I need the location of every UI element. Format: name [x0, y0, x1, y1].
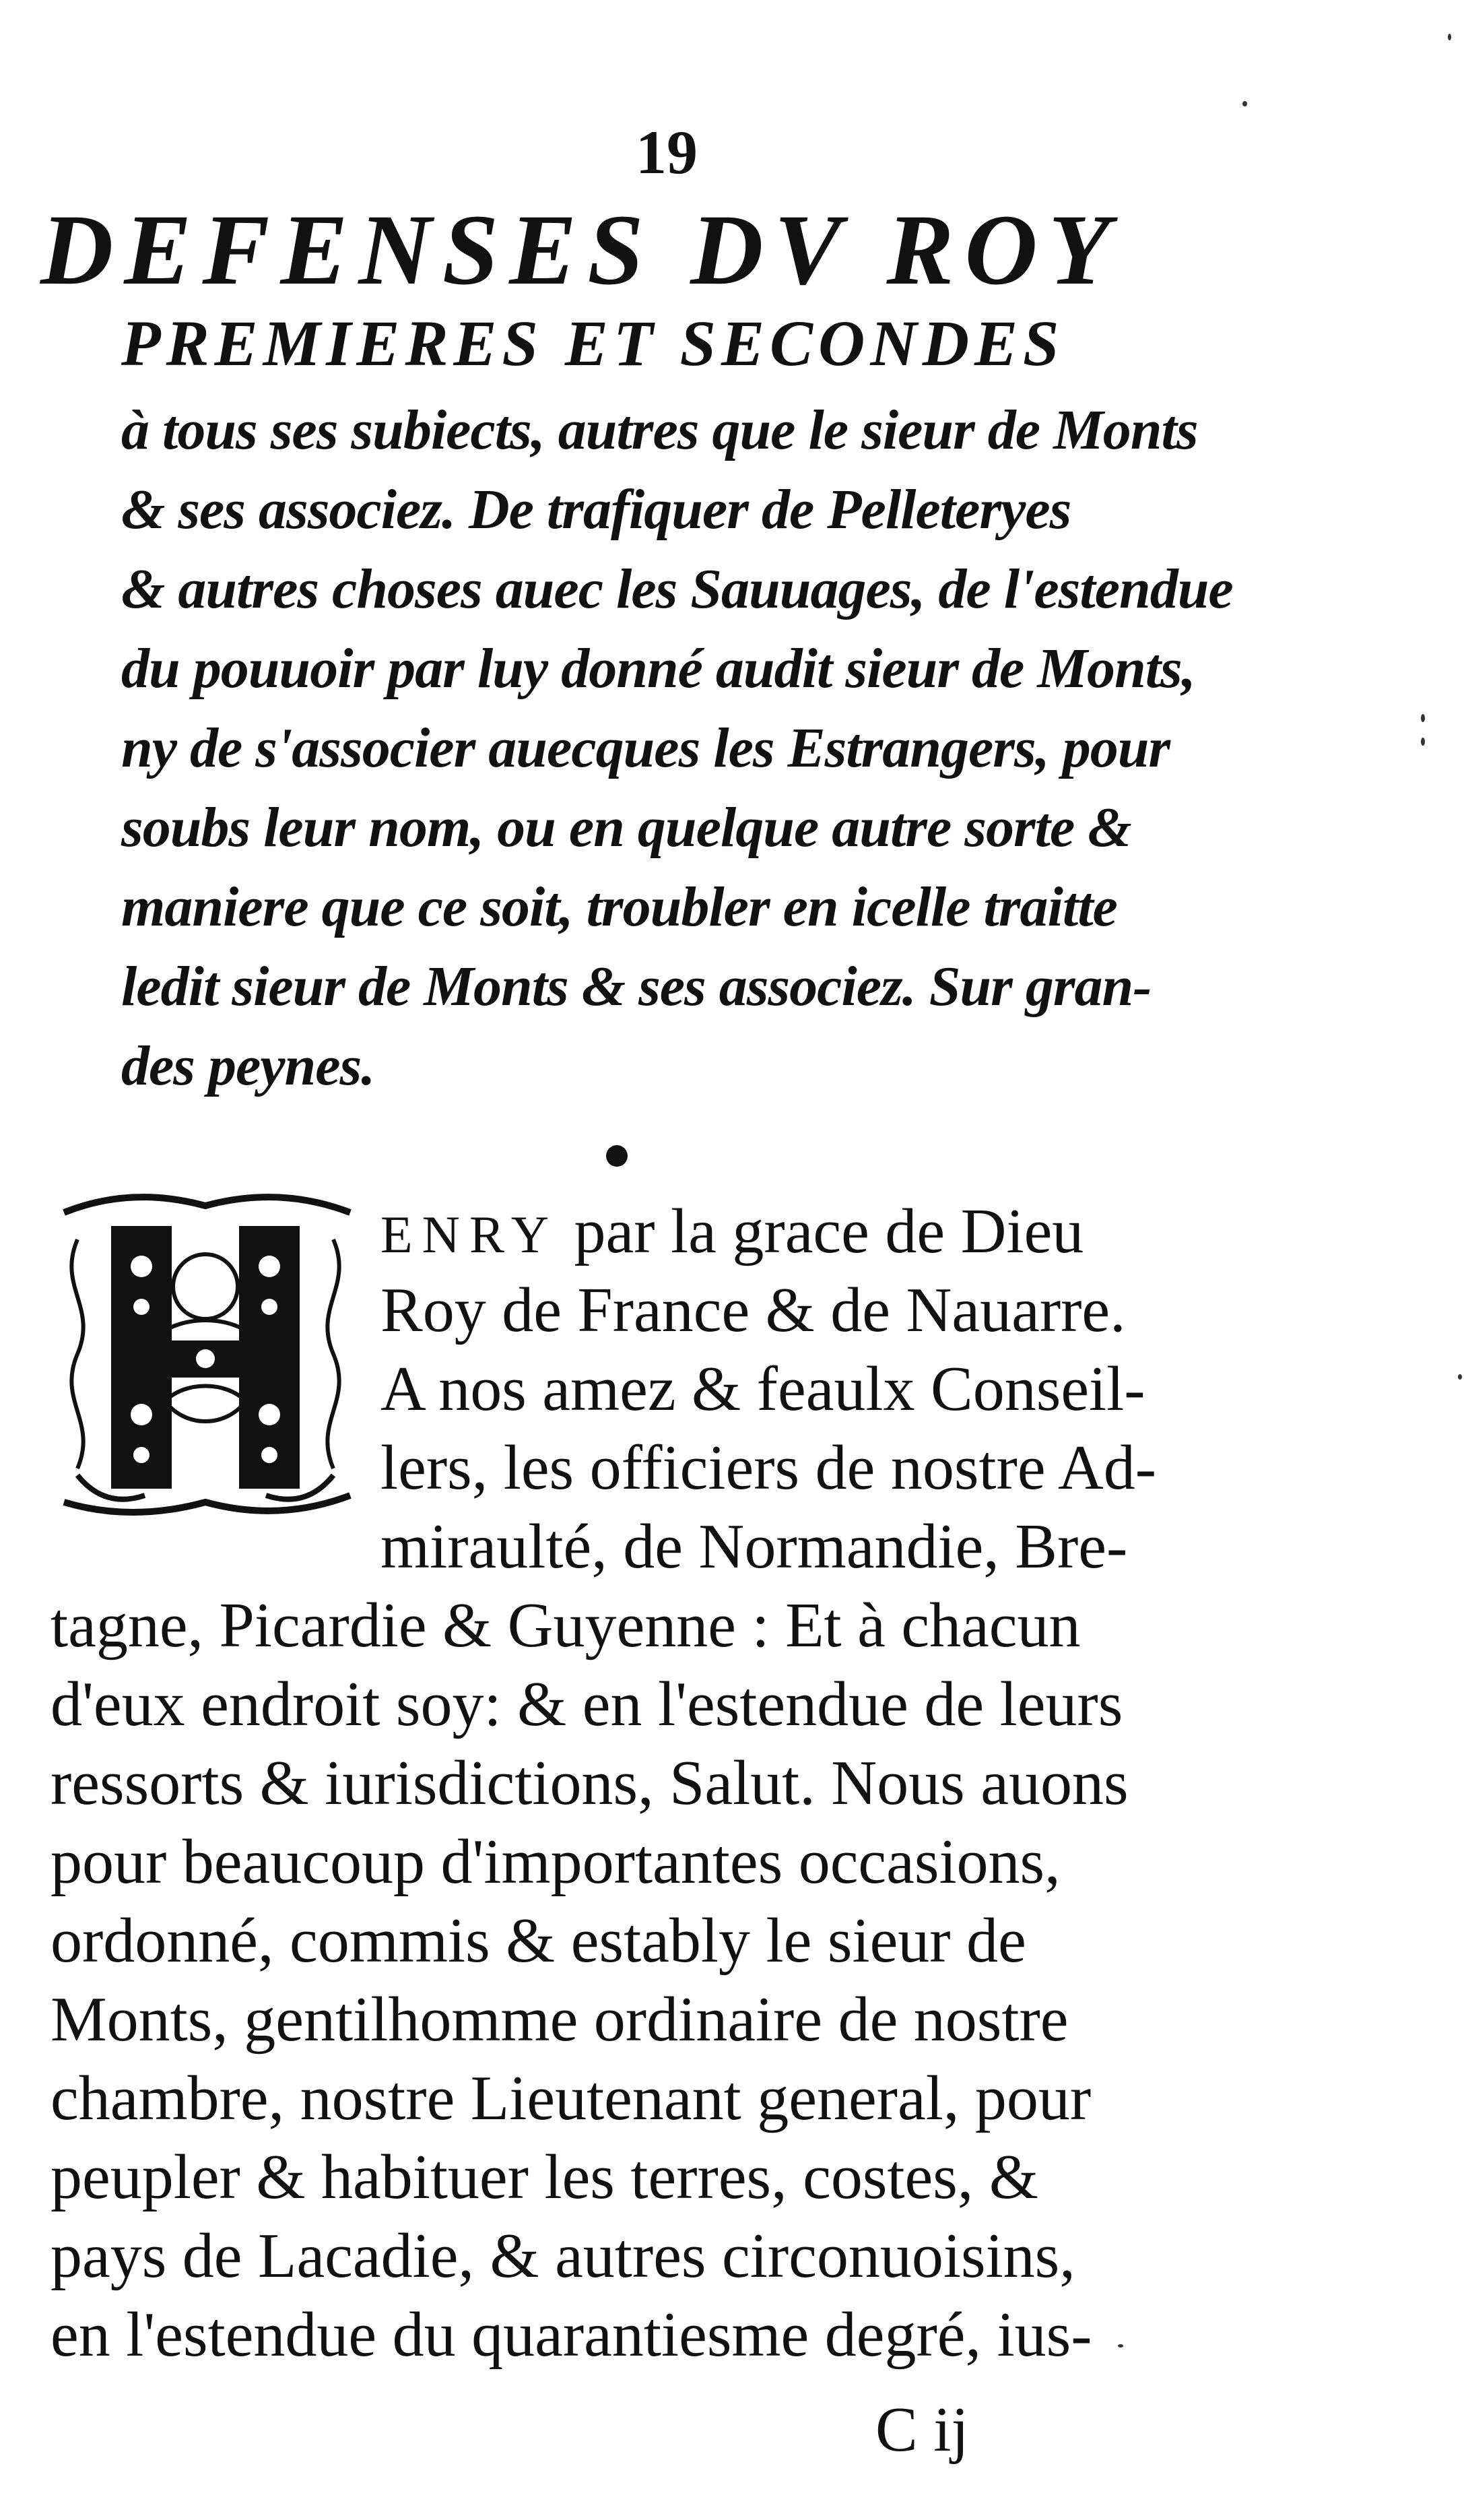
page-number: 19: [636, 118, 698, 187]
signature-mark: C ij: [875, 2395, 969, 2465]
body-line: d'eux endroit soy: & en l'estendue de leurs: [51, 1669, 1123, 1739]
body-line: ressorts & iurisdictions, Salut. Nous auons: [51, 1748, 1129, 1818]
body-line: [51, 1192, 1209, 1271]
subtitle-line: maniere que ce soit, troubler en icelle traitte: [121, 876, 1117, 938]
body-line: pays de Lacadie, & autres circonuoisins,: [51, 2221, 1075, 2291]
body-line: ordonné, commis & estably le sieur de: [51, 1906, 1026, 1976]
body-line: peupler & habituer les terres, costes, &: [51, 2142, 1038, 2212]
speck: [1421, 714, 1425, 722]
speck: [1242, 101, 1247, 106]
title-main: DEFENSES DV ROY: [40, 194, 1121, 306]
subtitle-block: [121, 391, 1233, 1106]
first-word-caps: ENRY: [380, 1205, 559, 1264]
speck: [1421, 738, 1425, 746]
body-line: chambre, nostre Lieutenant general, pour: [51, 2063, 1092, 2133]
body-line: pour beaucoup d'importantes occasions,: [51, 1827, 1061, 1897]
subtitle-line: ny de s'associer auecques les Estrangers, pour: [121, 717, 1170, 779]
first-line-text: par la grace de Dieu: [558, 1196, 1084, 1266]
body-line: Roy de France & de Nauarre.: [380, 1275, 1126, 1345]
subtitle-line: soubs leur nom, ou en quelque autre sorte &: [121, 796, 1131, 859]
body-line: en l'estendue du quarantiesme degré, ius-: [51, 2300, 1092, 2370]
subtitle-line: du pouuoir par luy donné audit sieur de Monts,: [121, 637, 1195, 700]
speck: [1458, 1374, 1462, 1380]
subtitle-line: à tous ses subiects, autres que le sieur de Monts: [121, 399, 1198, 461]
speck: [1448, 34, 1451, 40]
body-line: A nos amez & feaulx Conseil-: [380, 1354, 1145, 1424]
body-line: lers, les officiers de nostre Ad-: [380, 1433, 1157, 1503]
subtitle-line: & autres choses auec les Sauuages, de l'estendue: [121, 558, 1233, 620]
body-line: tagne, Picardie & Guyenne : Et à chacun: [51, 1590, 1081, 1660]
body-line: Monts, gentilhomme ordinaire de nostre: [51, 1984, 1069, 2055]
body-line: miraulté, de Normandie, Bre-: [380, 1512, 1128, 1582]
subtitle-line: & ses associez. De trafiquer de Pelleteryes: [121, 478, 1071, 541]
paragraph-mark: [606, 1145, 628, 1167]
title-secondary: PREMIERES ET SECONDES: [121, 307, 1065, 379]
body-text: [51, 1192, 1209, 2374]
subtitle-line: des peynes.: [121, 1035, 375, 1097]
subtitle-line: ledit sieur de Monts & ses associez. Sur gran-: [121, 955, 1152, 1018]
